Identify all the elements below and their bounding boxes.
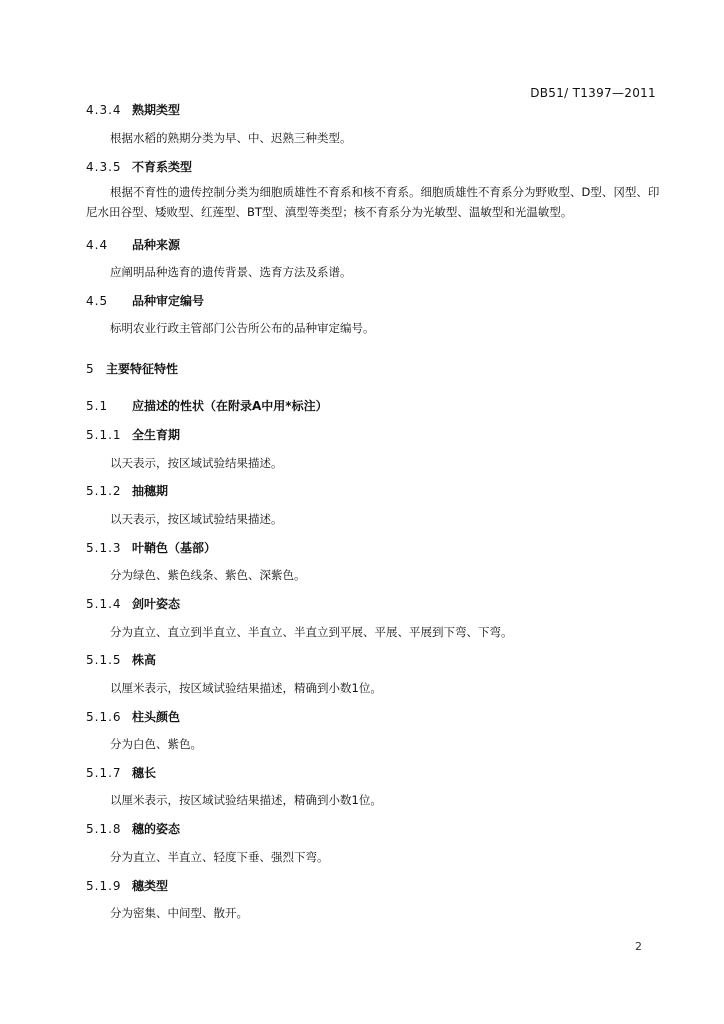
section-number: 5.1.1 [86, 428, 122, 442]
section-title: 剑叶姿态 [132, 597, 181, 611]
section-body-4-3-5: 根据不育性的遗传控制分类为细胞质雄性不育系和核不育系。细胞质雄性不育系分为野败型、D型、冈型、印尼水田谷型、矮败型、红莲型、BT型、滇型等类型；核不育系分为光敏型、温敏型和光温敏型。 [86, 185, 660, 219]
section-number: 5.1.7 [86, 766, 122, 780]
section-title: 穗类型 [132, 879, 169, 893]
section-number: 4.5 [86, 294, 109, 308]
section-title: 株高 [132, 653, 157, 667]
section-heading-4-4 [86, 236, 664, 254]
document-code: DB51/ T1397—2011 [530, 86, 656, 100]
section-heading-5-1-8 [86, 820, 664, 838]
section-number: 5.1.2 [86, 484, 122, 498]
section-title: 柱头颜色 [132, 710, 181, 724]
section-body-5-1-8: 分为直立、半直立、轻度下垂、强烈下弯。 [110, 850, 329, 864]
section-title: 穗长 [132, 766, 157, 780]
section-heading-5-1 [86, 397, 664, 415]
section-heading-5-1-3 [86, 539, 664, 557]
section-body-5-1-4: 分为直立、直立到半直立、半直立、半直立到平展、平展、平展到下弯、下弯。 [110, 625, 513, 639]
section-body-4-4: 应阐明品种选育的遗传背景、选育方法及系谱。 [110, 265, 352, 279]
section-number: 5.1.4 [86, 597, 122, 611]
section-heading-5 [86, 360, 664, 378]
section-heading-5-1-2 [86, 482, 664, 500]
section-body-5-1-2: 以天表示，按区域试验结果描述。 [110, 512, 283, 526]
section-heading-4-3-5 [86, 158, 664, 176]
section-heading-5-1-7 [86, 764, 664, 782]
section-number: 5 [86, 362, 95, 376]
section-body-5-1-6: 分为白色、紫色。 [110, 737, 202, 751]
section-body-4-3-4: 根据水稻的熟期分类为早、中、迟熟三种类型。 [110, 131, 352, 145]
section-body-4-5: 标明农业行政主管部门公告所公布的品种审定编号。 [110, 321, 375, 335]
page-number: 2 [635, 940, 642, 953]
section-heading-5-1-1 [86, 426, 664, 444]
section-title: 不育系类型 [132, 160, 193, 174]
section-heading-4-3-4 [86, 101, 664, 119]
section-body-5-1-9: 分为密集、中间型、散开。 [110, 906, 248, 920]
section-title: 应描述的性状（在附录A中用*标注） [132, 399, 328, 413]
section-heading-4-5 [86, 292, 664, 310]
section-title: 叶鞘色（基部） [132, 541, 217, 555]
section-title: 熟期类型 [132, 103, 181, 117]
section-title: 全生育期 [132, 428, 181, 442]
section-body-5-1-1: 以天表示，按区域试验结果描述。 [110, 456, 283, 470]
section-number: 5.1.6 [86, 710, 122, 724]
section-title: 主要特征特性 [106, 362, 179, 376]
section-heading-5-1-5 [86, 651, 664, 669]
section-heading-5-1-4 [86, 595, 664, 613]
section-number: 5.1 [86, 399, 109, 413]
section-body-5-1-5: 以厘米表示，按区域试验结果描述，精确到小数1位。 [110, 681, 382, 695]
section-number: 5.1.3 [86, 541, 122, 555]
section-number: 5.1.9 [86, 879, 122, 893]
section-heading-5-1-9 [86, 877, 664, 895]
section-title: 品种来源 [132, 238, 181, 252]
section-heading-5-1-6 [86, 708, 664, 726]
section-body-5-1-7: 以厘米表示，按区域试验结果描述，精确到小数1位。 [110, 793, 382, 807]
section-number: 5.1.8 [86, 822, 122, 836]
section-title: 抽穗期 [132, 484, 169, 498]
section-number: 5.1.5 [86, 653, 122, 667]
section-title: 品种审定编号 [132, 294, 205, 308]
section-number: 4.3.4 [86, 103, 122, 117]
section-number: 4.4 [86, 238, 109, 252]
section-number: 4.3.5 [86, 160, 122, 174]
section-title: 穗的姿态 [132, 822, 181, 836]
section-body-5-1-3: 分为绿色、紫色线条、紫色、深紫色。 [110, 568, 306, 582]
